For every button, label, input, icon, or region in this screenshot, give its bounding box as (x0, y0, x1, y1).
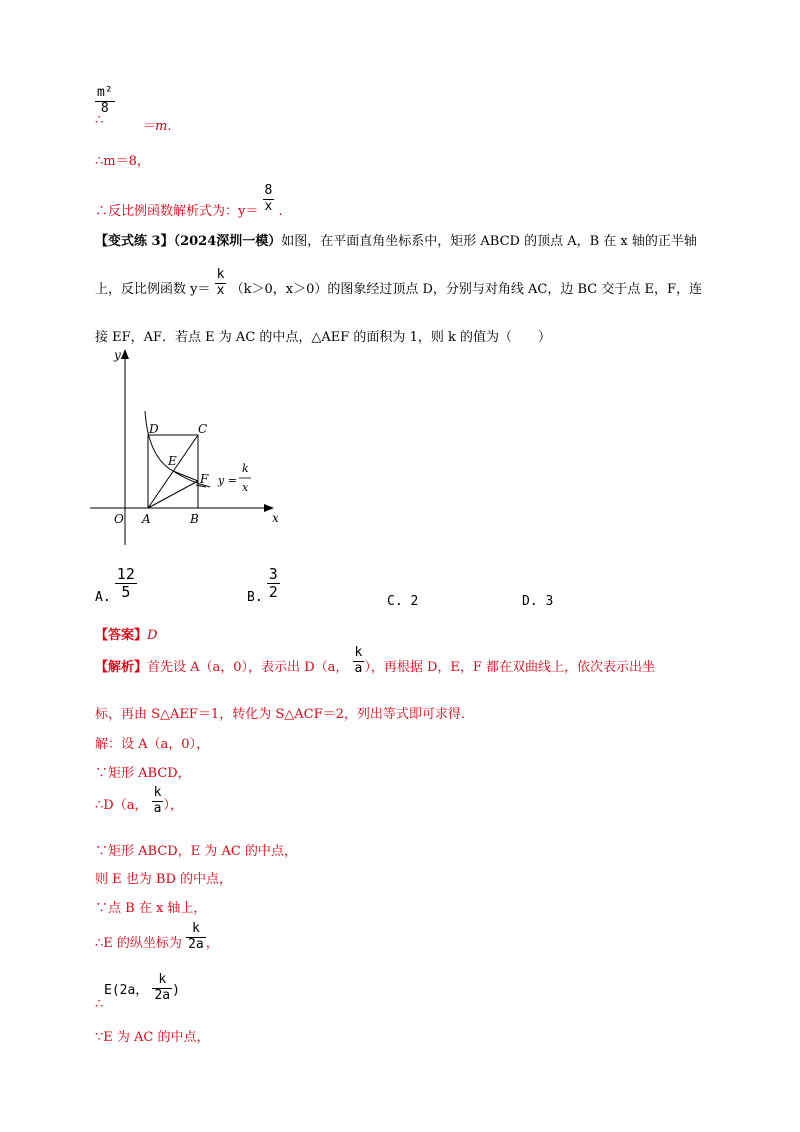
fraction-k-over-a: $\frac{k}{a}$ (354, 645, 363, 676)
y-axis-label: y (114, 348, 121, 362)
problem-line-2: 上，反比例函数 y＝ $\frac{k}{x}$ （k＞0，x＞0）的图象经过顶点 D，分别与对角线 AC，边 BC 交于点 E，F，连 (95, 267, 703, 298)
problem-line-3: 接 EF，AF．若点 E 为 AC 的中点，△AEF 的面积为 1，则 k 的值为（ ） (95, 330, 551, 345)
y-axis-arrow (121, 349, 129, 359)
segment-ef (173, 471, 198, 481)
fraction-8-over-x: $\frac{8}{x}$ (264, 183, 273, 214)
fraction-k-over-a-2: $\frac{k}{a}$ (153, 785, 162, 816)
point-d-label: D (149, 422, 159, 436)
point-f-label: F (200, 472, 209, 486)
top-line-1-suffix: ＝m. (142, 119, 172, 134)
top-line-2: ∴m＝8， (95, 154, 150, 169)
solution-line-9: ∵E 为 AC 的中点， (95, 1030, 210, 1045)
solution-line-5: 则 E 也为 BD 的中点， (95, 872, 232, 887)
fraction-12-over-5: $\frac{12}{5}$ (116, 565, 135, 602)
option-a: A. $\frac{12}{5}$ (95, 565, 135, 606)
problem-line-1: 【变式练 3】（2024深圳一模）如图，在平面直角坐标系中，矩形 ABCD 的顶点 A，B 在 x 轴的正半轴 (95, 234, 697, 249)
analysis-line-2: 标，再由 S△AEF＝1，转化为 S△ACF＝2，列出等式即可求得. (95, 707, 465, 722)
point-a-label: A (142, 512, 151, 526)
point-e-label: E (168, 454, 177, 468)
x-axis-label: x (272, 511, 279, 525)
option-d: D. 3 (522, 594, 554, 609)
fraction-3-over-2: $\frac{3}{2}$ (268, 565, 278, 602)
coordinate-figure (90, 345, 300, 550)
fraction-k-over-x: $\frac{k}{x}$ (216, 267, 225, 298)
origin-label: O (114, 512, 124, 526)
solution-line-4: ∵矩形 ABCD，E 为 AC 的中点， (95, 844, 297, 859)
top-line-1-expr: ∴ (95, 113, 104, 128)
solution-line-3: ∴D（a， $\frac{k}{a}$ ）， (95, 785, 183, 816)
option-b: B. $\frac{3}{2}$ (247, 565, 278, 606)
point-c-label: C (198, 422, 208, 436)
solution-line-2: ∵矩形 ABCD， (95, 766, 191, 781)
function-y-label: y = (218, 474, 237, 487)
function-k-label: k (242, 462, 249, 475)
answer-value: D (147, 628, 158, 643)
segment-af (148, 481, 198, 508)
fraction-k-over-2a-2: $\frac{k}{2a}$ (154, 972, 171, 1003)
solution-line-8-therefore: ∴ (95, 997, 104, 1012)
solution-line-6: ∵点 B 在 x 轴上， (95, 901, 207, 916)
problem-tag: 【变式练 3】（2024深圳一模） (95, 234, 282, 249)
option-c: C. 2 (387, 594, 419, 609)
solution-line-7: ∴E 的纵坐标为 $\frac{k}{2a}$ ， (95, 921, 219, 952)
fraction-k-over-2a: $\frac{k}{2a}$ (188, 921, 204, 952)
function-x-label: x (242, 481, 249, 494)
answer-line (95, 624, 157, 643)
analysis-line-1: 【解析】首先设 A（a，0），表示出 D（a， $\frac{k}{a}$ ），再根据 D，E，F 都在双曲线上，依次表示出坐 (95, 645, 656, 676)
analysis-tag: 【解析】 (95, 659, 148, 675)
fraction-m2-over-8: $\frac{\text{m²}}{8}$ (97, 85, 113, 116)
answer-tag: 【答案】 (95, 628, 148, 643)
solution-line-1: 解：设 A（a，0）， (95, 737, 210, 752)
solution-line-8: E(2a， $\frac{k}{2a}$ ) (104, 972, 180, 1003)
top-line-3: ∴反比例函数解析式为：y＝ $\frac{8}{x}$ . (95, 183, 283, 219)
point-b-label: B (190, 512, 199, 526)
